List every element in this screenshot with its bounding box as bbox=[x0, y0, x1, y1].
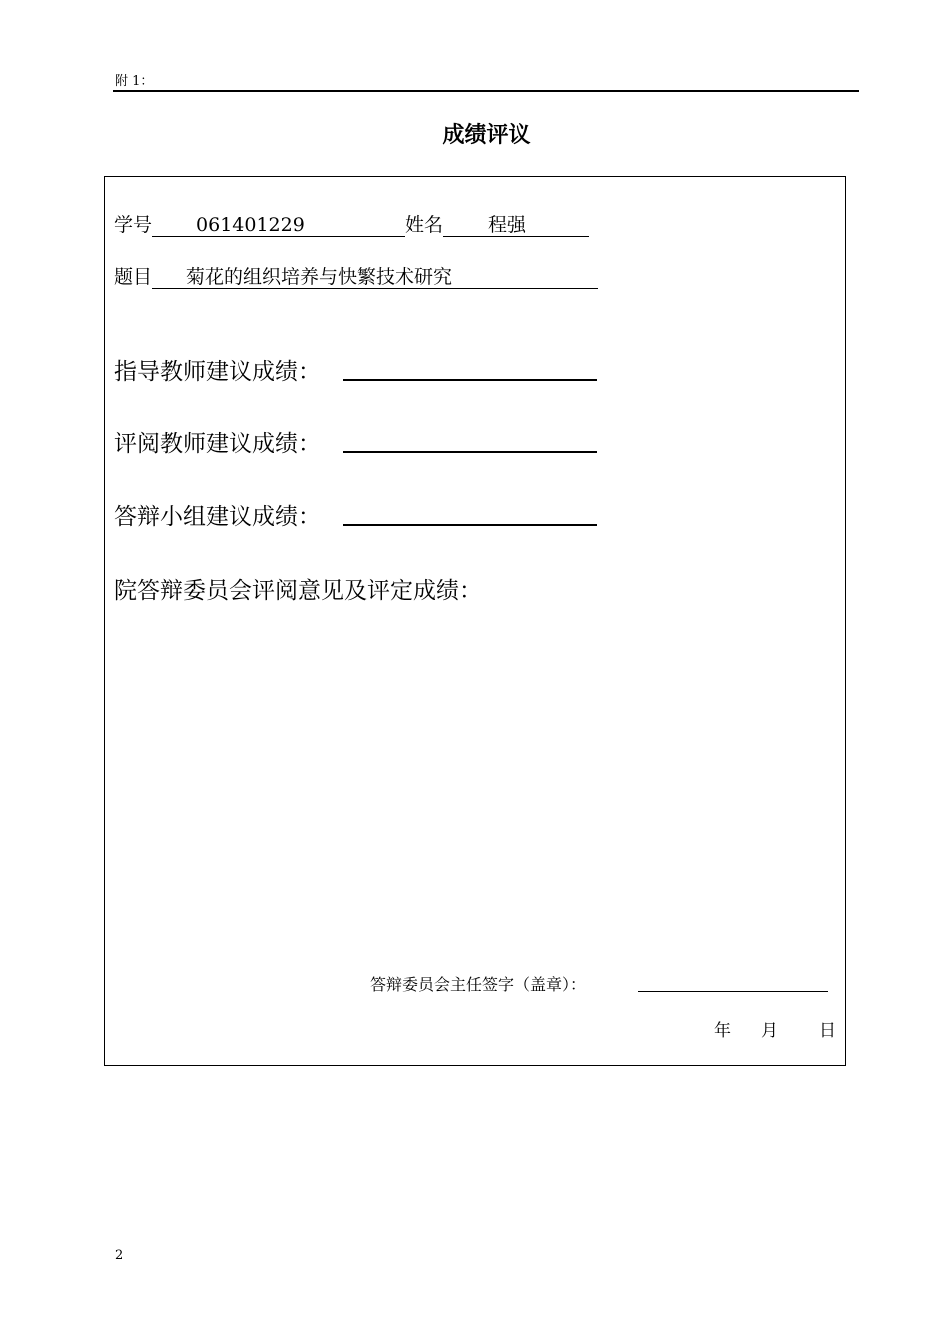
student-name-field[interactable] bbox=[443, 214, 589, 237]
student-id-value: 061401229 bbox=[196, 214, 305, 236]
defense-group-grade-label: 答辩小组建议成绩： bbox=[114, 504, 321, 530]
topic-value: 菊花的组织培养与快繁技术研究 bbox=[186, 266, 453, 288]
student-info-row bbox=[114, 210, 589, 237]
date-month-label: 月 bbox=[761, 1021, 778, 1041]
advisor-grade-label: 指导教师建议成绩： bbox=[114, 359, 321, 385]
student-id-label: 学号 bbox=[114, 214, 153, 236]
advisor-grade-blank[interactable] bbox=[343, 379, 597, 381]
committee-opinion-label: 院答辩委员会评阅意见及评定成绩： bbox=[114, 578, 482, 604]
student-name-label: 姓名 bbox=[405, 214, 444, 236]
topic-field[interactable] bbox=[152, 266, 598, 289]
chair-signature-label: 答辩委员会主任签字（盖章）： bbox=[370, 975, 587, 994]
page-title: 成绩评议 bbox=[442, 123, 531, 148]
topic-row bbox=[114, 262, 598, 289]
topic-label: 题目 bbox=[114, 266, 153, 288]
defense-group-grade-blank[interactable] bbox=[343, 524, 597, 526]
date-day-label: 日 bbox=[819, 1021, 836, 1041]
reviewer-grade-blank[interactable] bbox=[343, 451, 597, 453]
appendix-label: 附 1： bbox=[115, 74, 154, 89]
reviewer-grade-label: 评阅教师建议成绩： bbox=[114, 431, 321, 457]
chair-signature-blank[interactable] bbox=[638, 991, 828, 992]
evaluation-form-frame bbox=[104, 176, 846, 1066]
header-divider bbox=[113, 90, 859, 92]
student-id-field[interactable] bbox=[152, 214, 405, 237]
page-number: 2 bbox=[115, 1248, 124, 1263]
student-name-value: 程强 bbox=[488, 214, 527, 236]
date-year-label: 年 bbox=[714, 1021, 731, 1041]
